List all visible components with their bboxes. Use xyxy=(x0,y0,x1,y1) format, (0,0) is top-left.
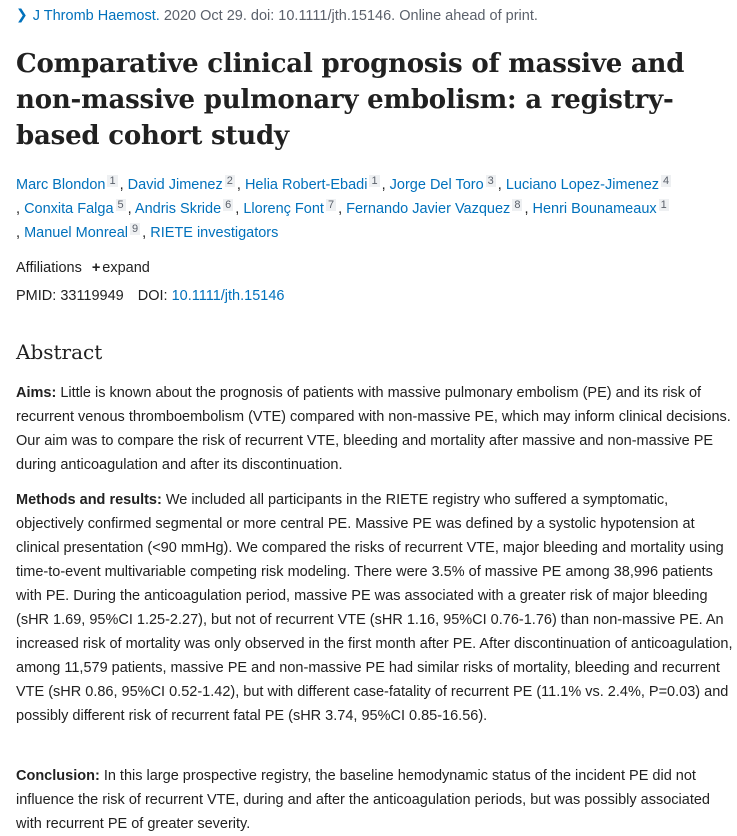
author-link[interactable]: Conxita Falga xyxy=(24,201,114,217)
plus-icon: + xyxy=(91,260,101,276)
article-identifiers xyxy=(16,288,284,304)
author-link[interactable]: Manuel Monreal xyxy=(24,225,129,241)
affiliation-number[interactable]: 5 xyxy=(117,199,124,211)
journal-link[interactable]: J Thromb Haemost. xyxy=(32,8,160,24)
citation-details: 2020 Oct 29. doi: 10.1111/jth.15146. Online ahead of print. xyxy=(163,8,538,24)
aims-text: Little is known about the prognosis of patients with massive pulmonary embolism (PE) and its risk of recurrent venous thromboembolism (VTE) compared with non-massive PE, which may inform clinical decisions. Our aim was to compare the risk of recurrent VTE, bleeding and mortality after massive and non-massive PE during anticoagulation and after its discontinuation. xyxy=(16,385,731,473)
expand-label: expand xyxy=(102,260,150,276)
affiliation-number[interactable]: 6 xyxy=(225,199,232,211)
affiliation-number[interactable]: 1 xyxy=(371,175,378,187)
chevron-right-icon[interactable]: ❯ xyxy=(16,6,28,22)
author-link[interactable]: Llorenç Font xyxy=(243,201,324,217)
citation-line xyxy=(16,7,538,24)
author-link[interactable]: Fernando Javier Vazquez xyxy=(346,201,511,217)
affiliation-number[interactable]: 1 xyxy=(109,175,116,187)
affiliation-number[interactable]: 9 xyxy=(132,223,139,235)
author-link[interactable]: David Jimenez xyxy=(127,177,223,193)
pmid-label: PMID: xyxy=(16,288,57,304)
abstract-conclusion xyxy=(16,764,734,836)
abstract-methods xyxy=(16,488,734,728)
conclusion-text: In this large prospective registry, the baseline hemodynamic status of the incident PE did not influence the risk of recurrent VTE, during and after the anticoagulation periods, but was possibly associated with recurrent PE of greater severity. xyxy=(16,768,710,832)
affiliation-number[interactable]: 4 xyxy=(663,175,670,187)
author-link[interactable]: Helia Robert-Ebadi xyxy=(244,177,368,193)
author-link[interactable]: Henri Bounameaux xyxy=(532,201,657,217)
conclusion-label: Conclusion: xyxy=(16,768,100,784)
affiliations-toggle[interactable] xyxy=(16,260,150,276)
affiliation-number[interactable]: 3 xyxy=(487,175,494,187)
doi-label: DOI: xyxy=(137,288,168,304)
author-link[interactable]: Luciano Lopez-Jimenez xyxy=(505,177,660,193)
affiliation-number[interactable]: 7 xyxy=(327,199,335,211)
article-title: Comparative clinical prognosis of massive and non-massive pulmonary embolism: a registry-based cohort study xyxy=(16,49,685,151)
methods-label: Methods and results: xyxy=(16,492,162,508)
affiliation-number[interactable]: 8 xyxy=(514,199,521,211)
aims-label: Aims: xyxy=(16,385,57,401)
author-list: Marc Blondon $^1$ , David Jimenez $^2$ , Helia Robert-Ebadi $^1$ , Jorge Del Toro $^3$ , Luciano Lopez-Jimenez $^4$ , Conxita Falga $^5$ , Andris Skride $^6$ , Llorenç Font $^7$ , Fernando Javier Vazquez $^8$ , Henri Bounameaux $^1$ , Manuel Monreal $^9$ , RIETE investigators xyxy=(16,175,670,241)
author-link[interactable]: Andris Skride xyxy=(134,201,222,217)
pmid-value: 33119949 xyxy=(60,288,124,304)
affiliations-label: Affiliations xyxy=(16,260,82,276)
affiliation-number[interactable]: 2 xyxy=(226,175,233,187)
author-link[interactable]: RIETE investigators xyxy=(150,225,279,241)
author-link[interactable]: Jorge Del Toro xyxy=(389,177,484,193)
doi-link[interactable]: 10.1111/jth.15146 xyxy=(171,288,285,304)
author-link[interactable]: Marc Blondon xyxy=(16,177,106,193)
affiliation-number[interactable]: 1 xyxy=(660,199,667,211)
methods-text: We included all participants in the RIETE registry who suffered a symptomatic, objectively confirmed segmental or more central PE. Massive PE was defined by a systolic hypotension at clinical presentation (<90 mmHg). We compared the risks of recurrent VTE, major bleeding and mortality using time-to-event multivariable competing risk modeling. There were 3.5% of massive PE among 38,996 patients with PE. During the anticoagulation period, massive PE was associated with a greater risk of major bleeding (sHR 1.69, 95%CI 1.25-2.27), but not of recurrent VTE (sHR 1.16, 95%CI 0.76-1.76) than non-massive PE. An increased risk of mortality was only observed in the first month after PE. After discontinuation of anticoagulation, among 11,579 patients, massive PE and non-massive PE had similar risks of mortality, bleeding and recurrent VTE (sHR 0.86, 95%CI 0.52-1.42), but with different case-fatality of recurrent PE (11.1% vs. 2.4%, P=0.03) and possibly different risk of recurrent fatal PE (sHR 3.74, 95%CI 0.85-16.56). xyxy=(16,492,733,724)
abstract-heading: Abstract xyxy=(16,340,103,364)
abstract-aims xyxy=(16,381,734,477)
